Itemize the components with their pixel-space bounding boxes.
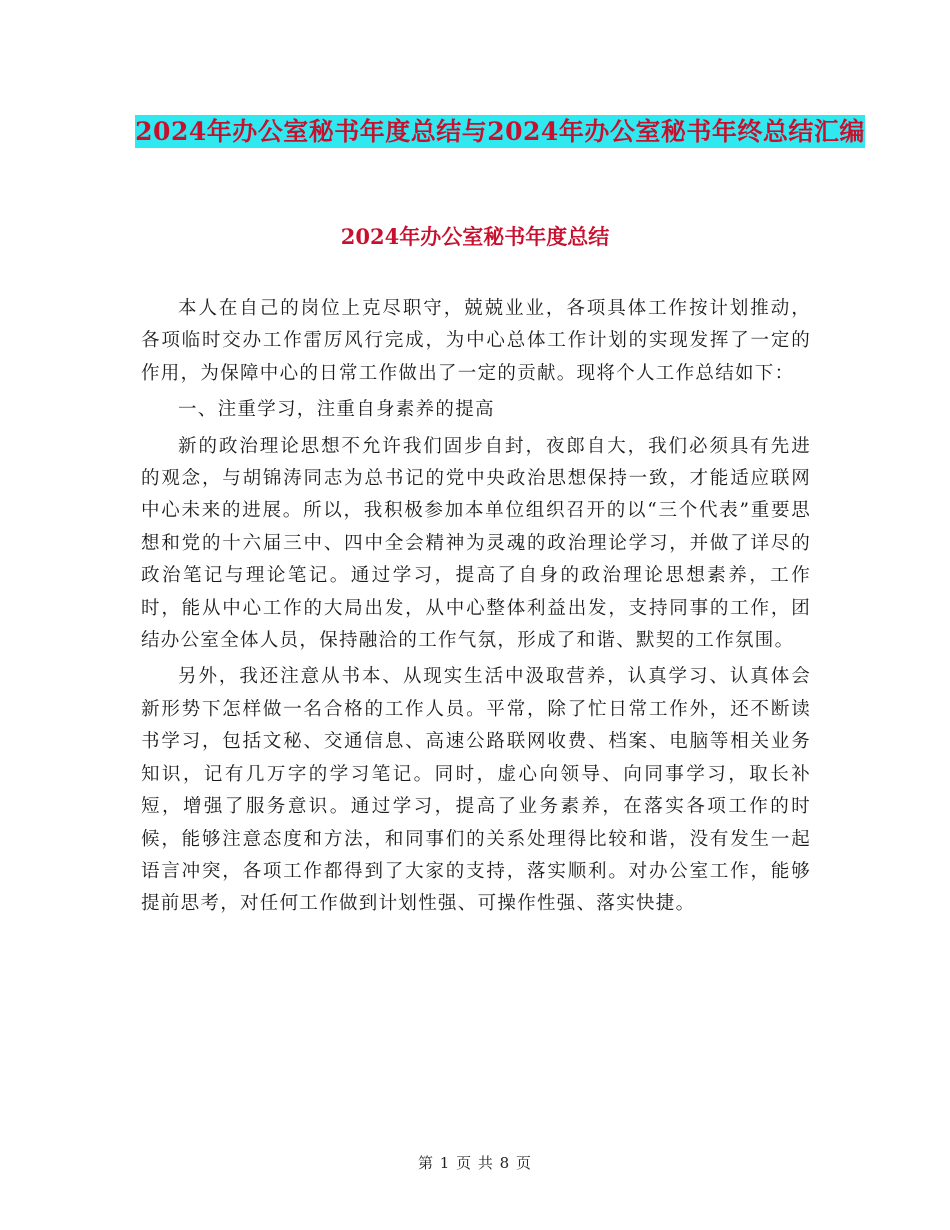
title-highlight: 2024年办公室秘书年度总结与2024年办公室秘书年终总结汇编: [135, 117, 865, 146]
paragraph-learning: 另外，我还注意从书本、从现实生活中汲取营养，认真学习、认真体会新形势下怎样做一名合格的工作人员。平常，除了忙日常工作外，还不断读书学习，包括文秘、交通信息、高速公路联网收费、档案、电脑等相关业务知识，记有几万字的学习笔记。同时，虚心向领导、向同事学习，取长补短，增强了服务意识。通过学习，提高了业务素养，在落实各项工作的时候，能够注意态度和方法，和同事们的关系处理得比较和谐，没有发生一起语言冲突，各项工作都得到了大家的支持，落实顺利。对办公室工作，能够提前思考，对任何工作做到计划性强、可操作性强、落实快捷。: [141, 666, 811, 915]
section-title: 2024年办公室秘书年度总结: [340, 224, 610, 249]
document-title: [120, 112, 880, 152]
page-footer: 第 1 页 共 8 页: [418, 1154, 532, 1172]
heading-point-one: 一、注重学习，注重自身素养的提高: [178, 399, 495, 421]
paragraph-politics: 新的政治理论思想不允许我们固步自封，夜郎自大，我们必须具有先进的观念，与胡锦涛同志为总书记的党中央政治思想保持一致，才能适应联网中心未来的进展。所以，我积极参加本单位组织召开的以“三个代表”重要思想和党的十六届三中、四中全会精神为灵魂的政治理论学习，并做了详尽的政治笔记与理论笔记。通过学习，提高了自身的政治理论思想素养，工作时，能从中心工作的大局出发，从中心整体利益出发，支持同事的工作，团结办公室全体人员，保持融洽的工作气氛，形成了和谐、默契的工作氛围。: [141, 435, 811, 652]
paragraph-intro: 本人在自己的岗位上克尽职守，兢兢业业，各项具体工作按计划推动，各项临时交办工作雷厉风行完成，为中心总体工作计划的实现发挥了一定的作用，为保障中心的日常工作做出了一定的贡献。现将个人工作总结如下：: [141, 298, 811, 384]
document-body: [141, 293, 811, 925]
